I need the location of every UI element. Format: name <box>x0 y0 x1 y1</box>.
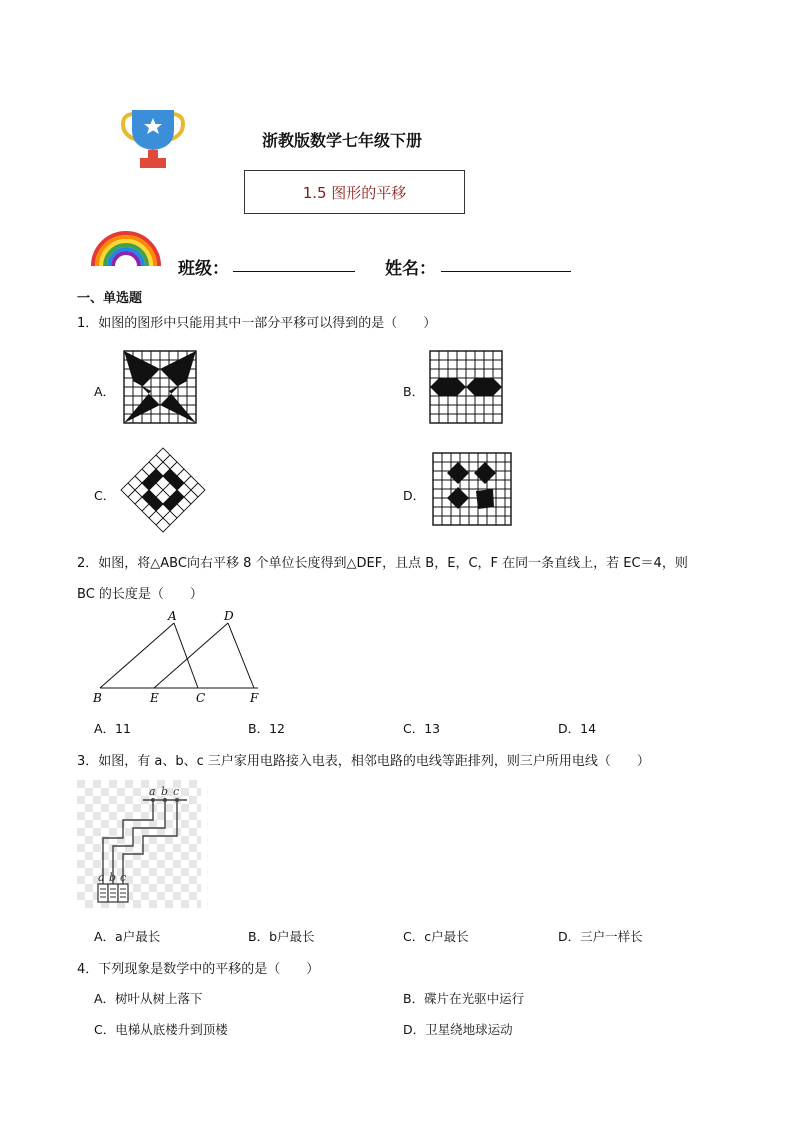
q2-label-e: E <box>150 691 159 705</box>
q3-bottom-label-b: b <box>109 871 117 884</box>
q3-option-a[interactable]: A．a户最长 <box>94 929 161 944</box>
q2-option-d[interactable]: D．14 <box>558 721 597 736</box>
q1-figure-a <box>124 351 196 423</box>
q3-bottom-label-a: a <box>98 871 105 884</box>
question-4: 4．下列现象是数学中的平移的是（ ） <box>77 962 320 977</box>
name-input-line[interactable] <box>441 271 571 272</box>
q2-label-a: A <box>168 609 177 623</box>
q1-option-c[interactable]: C． <box>94 488 116 503</box>
q1-option-a[interactable]: A． <box>94 384 116 399</box>
lesson-title: 1.5 图形的平移 <box>302 183 407 202</box>
class-label: 班级： <box>178 259 229 279</box>
lesson-title-box <box>244 170 465 214</box>
q2-triangle-figure <box>90 608 270 708</box>
q1-figure-b <box>430 351 502 423</box>
q2-label-f: F <box>250 691 259 705</box>
q2-option-a[interactable]: A．11 <box>94 721 131 736</box>
q1-option-d[interactable]: D． <box>403 488 426 503</box>
q3-circuit-figure <box>77 780 201 908</box>
q2-option-c[interactable]: C．13 <box>403 721 441 736</box>
q2-label-b: B <box>93 691 102 705</box>
q3-top-label-b: b <box>161 785 169 798</box>
trophy-icon <box>118 108 188 170</box>
q3-top-label-a: a <box>149 785 156 798</box>
q3-top-label-c: c <box>173 785 180 798</box>
class-input-line[interactable] <box>233 271 355 272</box>
q1-option-b[interactable]: B． <box>403 384 425 399</box>
q3-bottom-label-c: c <box>120 871 127 884</box>
rainbow-icon <box>89 228 163 268</box>
name-label: 姓名： <box>385 259 436 279</box>
q4-option-d[interactable]: D．卫星绕地球运动 <box>403 1022 513 1037</box>
question-1: 1．如图的图形中只能用其中一部分平移可以得到的是（ ） <box>77 316 437 331</box>
question-3: 3．如图，有 a、b、c 三户家用电路接入电表，相邻电路的电线等距排列，则三户所用电线（ ） <box>77 754 650 769</box>
q3-option-d[interactable]: D．三户一样长 <box>558 929 643 944</box>
q4-option-b[interactable]: B．碟片在光驱中运行 <box>403 991 525 1006</box>
section-heading: 一、单选题 <box>77 291 143 306</box>
q1-figure-c <box>121 448 205 532</box>
q2-option-b[interactable]: B．12 <box>248 721 285 736</box>
page-title: 浙教版数学七年级下册 <box>262 131 423 150</box>
q3-option-c[interactable]: C．c户最长 <box>403 929 469 944</box>
q1-figure-d <box>433 453 511 525</box>
q2-label-d: D <box>224 609 234 623</box>
question-2-line2: BC 的长度是（ ） <box>77 587 203 602</box>
q2-label-c: C <box>196 691 206 705</box>
q4-option-c[interactable]: C．电梯从底楼升到顶楼 <box>94 1022 228 1037</box>
q4-option-a[interactable]: A．树叶从树上落下 <box>94 991 203 1006</box>
q3-option-b[interactable]: B．b户最长 <box>248 929 315 944</box>
question-2-line1: 2．如图，将△ABC向右平移 8 个单位长度得到△DEF，且点 B，E，C，F 在同一条直线上，若 EC＝4，则 <box>77 556 688 571</box>
